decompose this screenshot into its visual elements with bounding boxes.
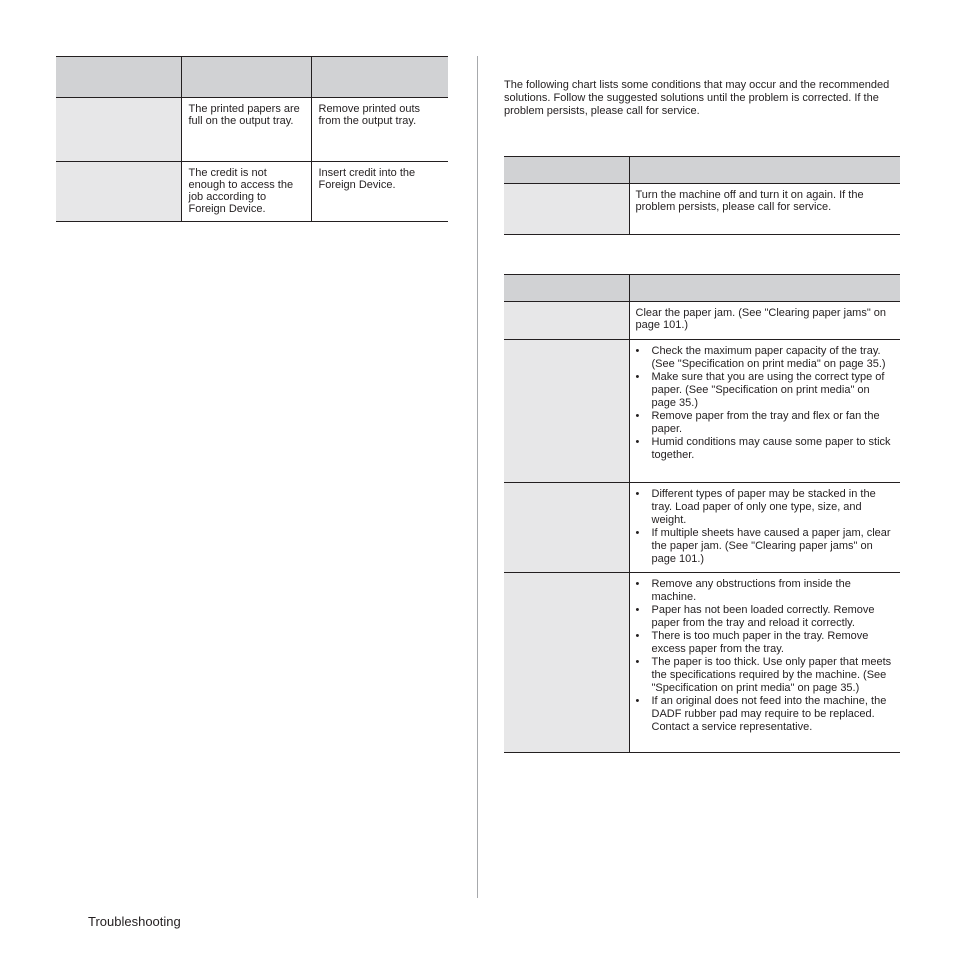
solution-cell (629, 573, 900, 753)
left-troubleshooting-table (56, 56, 448, 222)
list-item: • Paper has not been loaded correctly. Remove paper from the tray and reload it correctly. (636, 604, 895, 630)
footer-section-label: Troubleshooting (88, 914, 181, 929)
table-header-row (504, 157, 900, 184)
solution-list (630, 483, 901, 566)
list-item: • The paper is too thick. Use only paper that meets the specifications required by the machine. (See "Specification on print media" on page 35.) (636, 656, 895, 695)
table-row (504, 184, 900, 235)
condition-cell (56, 98, 181, 162)
list-item: • There is too much paper in the tray. Remove excess paper from the tray. (636, 630, 895, 656)
header-solution (311, 57, 448, 98)
list-item: • If multiple sheets have caused a paper jam, clear the paper jam. (See "Clearing paper jams" on page 101.) (636, 527, 895, 566)
header-condition (56, 57, 181, 98)
header-solution (629, 275, 900, 302)
list-item: • If an original does not feed into the machine, the DADF rubber pad may require to be replaced. Contact a service representative. (636, 695, 895, 734)
intro-paragraph: The following chart lists some conditions that may occur and the recommended solutions. Follow the suggested solutions until the problem is corrected. If the problem persists, please call for service. (504, 79, 890, 117)
header-cause (181, 57, 311, 98)
solution-cell (629, 340, 900, 483)
table-row (504, 573, 900, 753)
condition-cell (56, 162, 181, 222)
column-divider (477, 56, 478, 898)
condition-cell (504, 340, 629, 483)
header-condition (504, 275, 629, 302)
list-item: • Check the maximum paper capacity of the tray. (See "Specification on print media" on page 35.) (636, 345, 895, 371)
condition-cell (504, 573, 629, 753)
solution-cell (311, 162, 448, 222)
list-item: • Humid conditions may cause some paper to stick together. (636, 436, 895, 462)
list-item: • Remove any obstructions from inside the machine. (636, 578, 895, 604)
header-condition (504, 157, 629, 184)
solution-text: Remove printed outs from the output tray. (318, 103, 420, 127)
machine-troubleshooting-table (504, 156, 900, 235)
solution-cell (311, 98, 448, 162)
table-row (504, 483, 900, 573)
cause-text: The credit is not enough to access the job according to Foreign Device. (188, 167, 294, 215)
paper-troubleshooting-table (504, 274, 900, 753)
solution-text: Insert credit into the Foreign Device. (318, 167, 416, 191)
header-solution (629, 157, 900, 184)
list-item: • Remove paper from the tray and flex or fan the paper. (636, 410, 895, 436)
solution-cell (629, 483, 900, 573)
list-item: • Different types of paper may be stacked in the tray. Load paper of only one type, size, and weight. (636, 488, 895, 527)
condition-cell (504, 302, 629, 340)
table-row (504, 302, 900, 340)
condition-cell (504, 483, 629, 573)
cause-cell (181, 162, 311, 222)
solution-text: Turn the machine off and turn it on again. If the problem persists, please call for service. (635, 189, 864, 213)
solution-cell (629, 184, 900, 235)
table-row (504, 340, 900, 483)
table-row (56, 98, 448, 162)
cause-text: The printed papers are full on the output tray. (188, 103, 300, 127)
table-header-row (504, 275, 900, 302)
cause-cell (181, 98, 311, 162)
solution-list (630, 573, 901, 734)
list-item: • Make sure that you are using the correct type of paper. (See "Specification on print media" on page 35.) (636, 371, 895, 410)
condition-cell (504, 184, 629, 235)
solution-text: Clear the paper jam. (See "Clearing paper jams" on page 101.) (635, 307, 887, 331)
solution-list (630, 340, 901, 462)
table-header-row (56, 57, 448, 98)
table-row (56, 162, 448, 222)
solution-cell (629, 302, 900, 340)
